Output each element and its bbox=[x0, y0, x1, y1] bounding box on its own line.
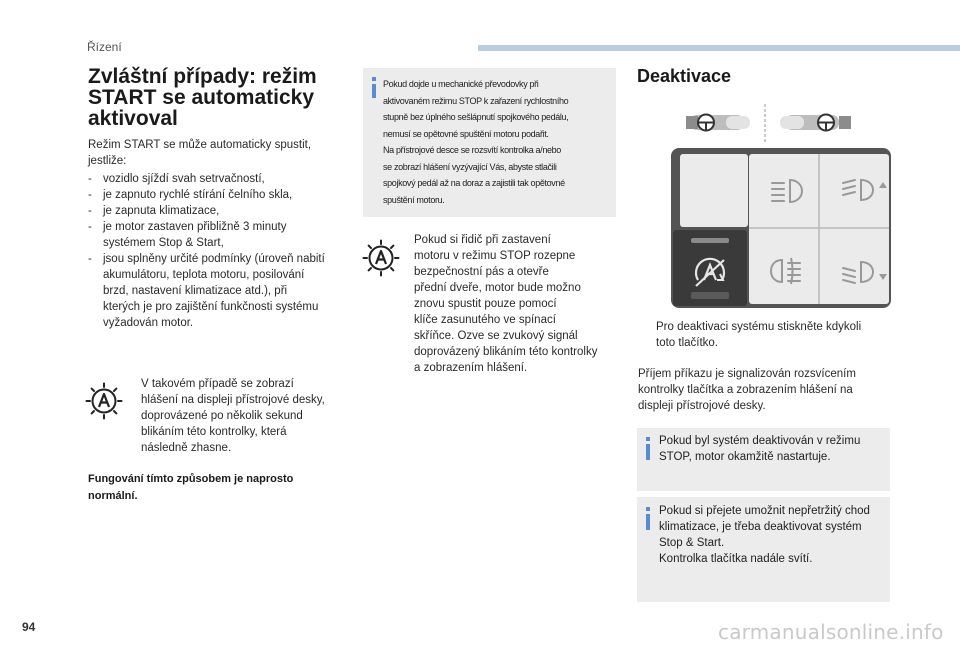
bold-note: Fungování tímto způsobem je naprosto normální. bbox=[88, 473, 294, 502]
list-item: - je zapnuto rychlé stírání čelního skla, bbox=[88, 187, 358, 203]
info-icon bbox=[372, 77, 376, 81]
list-item: - je motor zastaven přibližně 3 minuty systémem Stop & Start, bbox=[88, 219, 358, 251]
header-bar bbox=[478, 45, 960, 51]
conditions-list bbox=[88, 171, 358, 331]
list-item: - jsou splněny určité podmínky (úroveň nabití akumulátoru, teplota motoru, posilování brzd, nastavení klimatizace atd.), při kterých je pro zajištění funkčnosti systému vyžadován motor. bbox=[88, 251, 358, 331]
info-box-stop-restart: Pokud byl systém deaktivován v režimu STOP, motor okamžitě nastartuje. bbox=[637, 428, 890, 491]
left-icon-note: V takovém případě se zobrazí hlášení na displeji přístrojové desky, doprovázené po několik sekund blikáním této kontrolky, která následně zhasne. bbox=[141, 378, 325, 454]
intro-text: Režim START se může automaticky spustit, jestliže: bbox=[88, 139, 312, 167]
deactivation-instruction: Pro deaktivaci systému stiskněte kdykoli toto tlačítko. bbox=[656, 321, 862, 349]
info-icon bbox=[646, 507, 650, 511]
section-label: Řízení bbox=[87, 40, 122, 54]
stop-start-button[interactable] bbox=[673, 230, 747, 306]
headlamp-adjust-down-icon bbox=[839, 256, 887, 288]
info-icon bbox=[646, 437, 650, 441]
rear-fog-lamp-icon bbox=[768, 176, 806, 206]
deactivation-paragraph: Příjem příkazu je signalizován rozsvícením kontrolky tlačítka a zobrazením hlášení na displeji přístrojové desky. bbox=[638, 368, 856, 412]
info-box-manual-gearbox: Pokud dojde u mechanické převodovky při aktivovaném režimu STOP k zařazení rychlostního stupně bez úplného sešlápnutí spojkového pedálu, nemusí se opětovné spuštění motoru podařit. Na přístrojové desce se rozsvítí kontrolka a/nebo se zobrazí hlášení vyzývající Vás, abyste stlačili spojkový pedál až na doraz a zajistili tak opětovné spuštění motoru. bbox=[363, 68, 616, 217]
front-fog-lamp-icon bbox=[768, 256, 806, 286]
page-title: Zvláštní případy: režim START se automaticky aktivoval bbox=[88, 65, 317, 130]
middle-icon-note: Pokud si řidič při zastavení motoru v režimu STOP rozepne bezpečnostní pás a otevře přední dveře, motor bude možno znovu spustit pouze pomocí klíče zasunutého ve spínací skříňce. Ozve se zvukový signál doprovázený blikáním této kontrolky a zobrazením hlášení. bbox=[414, 234, 598, 374]
steering-position-illustration bbox=[686, 102, 851, 144]
list-item: - je zapnuta klimatizace, bbox=[88, 203, 358, 219]
section-title: Deaktivace bbox=[637, 66, 732, 86]
info-box-air-conditioning: Pokud si přejete umožnit nepřetržitý chod klimatizace, je třeba deaktivovat systém Stop & Start. Kontrolka tlačítka nadále svítí. bbox=[637, 497, 890, 602]
auto-start-warning-icon bbox=[362, 239, 400, 277]
watermark: carmanualsonline.info bbox=[718, 620, 944, 644]
headlamp-adjust-up-icon bbox=[839, 174, 887, 206]
list-item: - vozidlo sjíždí svah setrvačností, bbox=[88, 171, 358, 187]
auto-start-warning-icon bbox=[85, 382, 123, 420]
stop-start-off-icon bbox=[690, 252, 730, 292]
page-number: 94 bbox=[22, 620, 36, 634]
switch-panel bbox=[671, 148, 891, 308]
